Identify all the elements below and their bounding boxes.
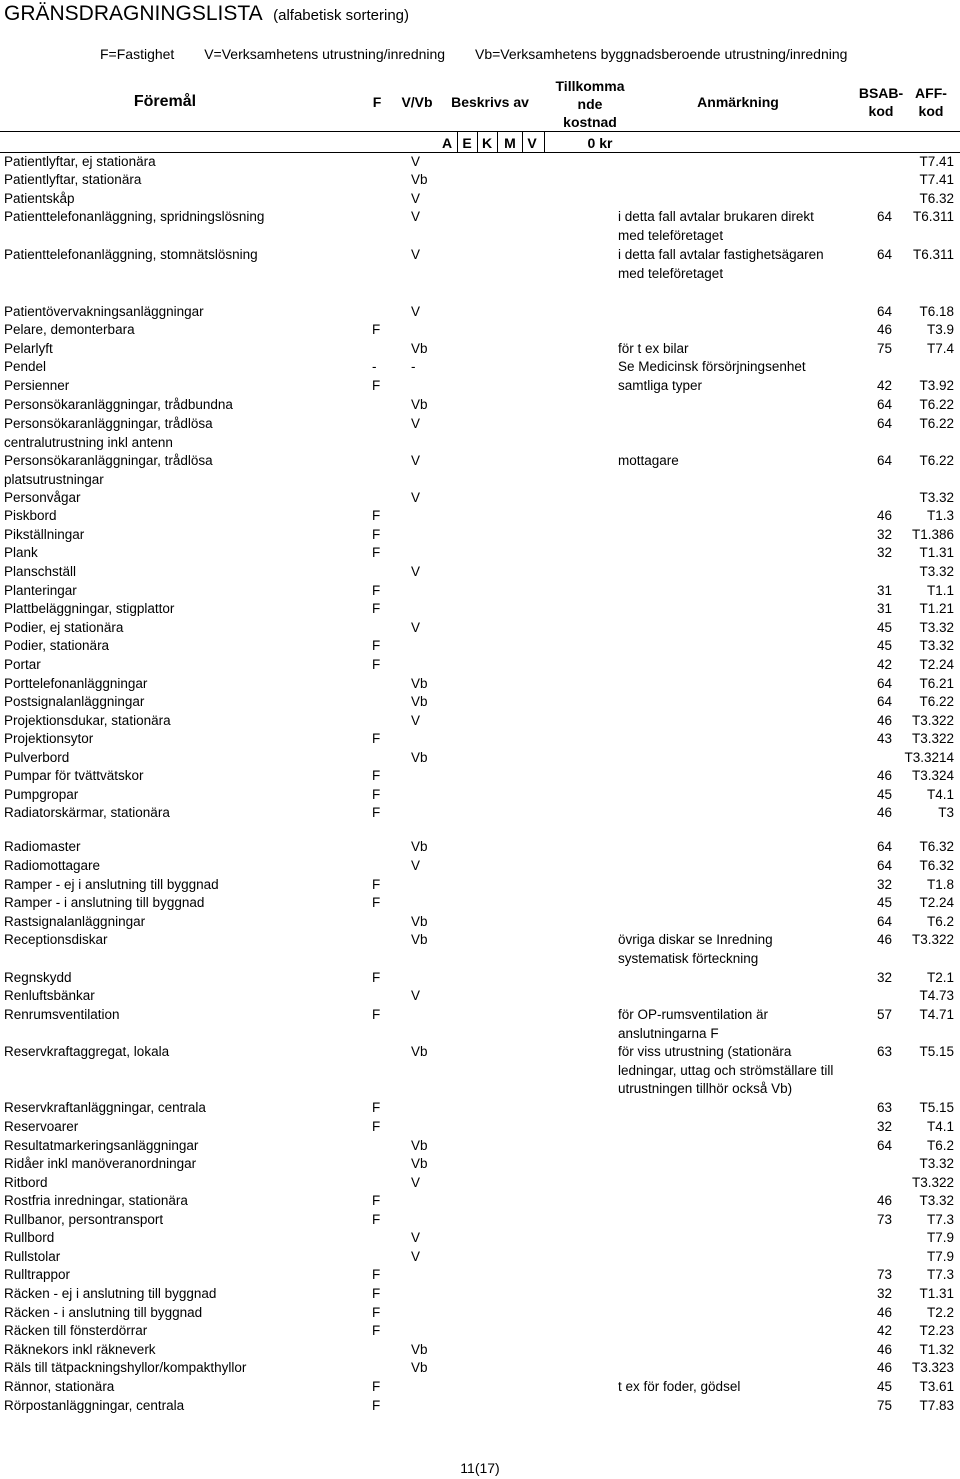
row-f-mark: F (372, 1007, 381, 1022)
row-v-mark: Vb (411, 1360, 428, 1375)
row-f-mark: F (372, 601, 381, 616)
row-note: samtliga typer (618, 378, 703, 393)
row-aff-code: T6.2 (926, 1138, 954, 1153)
row-note-line: i detta fall avtalar fastighetsägaren (618, 247, 824, 262)
row-v-mark: Vb (411, 341, 428, 356)
row-f-mark: F (372, 322, 381, 337)
row-item-name: Personvågar (4, 490, 81, 505)
row-v-mark: Vb (411, 1156, 428, 1171)
row-aff-code: T3.9 (926, 322, 954, 337)
row-item-name: Resultatmarkeringsanläggningar (4, 1138, 199, 1153)
row-v-mark: V (411, 247, 421, 262)
row-aff-code: T1.21 (919, 601, 954, 616)
row-aff-code: T6.18 (919, 304, 954, 319)
row-item-name: Reservkraftanläggningar, centrala (4, 1100, 206, 1115)
row-aff-code: T2.24 (919, 657, 954, 672)
row-bsab-code: 64 (876, 397, 892, 412)
row-bsab-code: 46 (876, 508, 892, 523)
row-note: mottagare (618, 453, 679, 468)
row-item-name: Räcken - i anslutning till byggnad (4, 1305, 203, 1320)
row-v-mark: V (411, 1175, 421, 1190)
row-aff-code: T3.32 (919, 490, 954, 505)
row-bsab-code: 31 (876, 601, 892, 616)
col-vvb: V/Vb (401, 94, 433, 110)
row-note-line: utrustningen tillhör också Vb) (618, 1081, 793, 1096)
row-item-name: Pumpar för tvättvätskor (4, 768, 144, 783)
row-f-mark: F (372, 527, 381, 542)
row-bsab-code: 32 (876, 545, 892, 560)
row-f-mark: F (372, 1379, 381, 1394)
row-bsab-code: 45 (876, 638, 892, 653)
row-aff-code: T7.4 (926, 341, 954, 356)
row-v-mark: V (411, 304, 421, 319)
col-vv: V (527, 135, 537, 151)
col-bsab-l2: kod (868, 103, 894, 119)
row-v-mark: V (411, 713, 421, 728)
row-v-mark: - (411, 359, 416, 374)
row-aff-code: T6.22 (919, 694, 954, 709)
row-bsab-code: 42 (876, 657, 892, 672)
row-f-mark: F (372, 731, 381, 746)
row-aff-code: T3.32 (919, 620, 954, 635)
row-aff-code: T3.32 (919, 564, 954, 579)
row-f-mark: F (372, 1212, 381, 1227)
row-v-mark: V (411, 191, 421, 206)
row-item-name: Rulltrappor (4, 1267, 71, 1282)
row-bsab-code: 46 (876, 805, 892, 820)
row-item-name: Patientlyftar, stationära (4, 172, 142, 187)
row-v-mark: V (411, 416, 421, 431)
row-f-mark: F (372, 638, 381, 653)
row-aff-code: T3.32 (919, 1156, 954, 1171)
row-item-name: Personsökaranläggningar, trådbundna (4, 397, 233, 412)
row-note-line: med teleföretaget (618, 265, 724, 281)
row-bsab-code: 64 (876, 453, 892, 468)
row-bsab-code: 46 (876, 322, 892, 337)
col-zero-kr: 0 kr (587, 135, 613, 151)
row-item-name-line: Personsökaranläggningar, trådlösa (4, 453, 213, 468)
row-aff-code: T6.22 (919, 416, 954, 431)
col-a: A (441, 135, 453, 151)
row-bsab-code: 45 (876, 620, 892, 635)
col-tillkommande-l3: kostnad (563, 114, 617, 130)
row-note-line: ledningar, uttag och strömställare till (618, 1062, 834, 1078)
row-bsab-code: 75 (876, 341, 892, 356)
row-aff-code: T1.1 (926, 583, 954, 598)
row-item-name: Rullbord (4, 1230, 55, 1245)
col-foremal: Föremål (133, 93, 197, 110)
row-bsab-code: 46 (876, 1342, 892, 1357)
col-m: M (504, 135, 516, 151)
row-aff-code: T3 (938, 805, 954, 820)
row-bsab-code: 45 (876, 895, 892, 910)
row-v-mark: Vb (411, 914, 428, 929)
row-aff-code: T2.23 (919, 1323, 954, 1338)
row-v-mark: V (411, 209, 421, 224)
row-item-name: Räcken till fönsterdörrar (4, 1323, 148, 1338)
row-note-line: med teleföretaget (618, 227, 724, 243)
row-item-name: Räknekors inkl räkneverk (4, 1342, 156, 1357)
row-v-mark: V (411, 1230, 421, 1245)
row-item-name: Pelare, demonterbara (4, 322, 135, 337)
row-item-name: Podier, ej stationära (4, 620, 124, 635)
row-bsab-code: 32 (876, 1286, 892, 1301)
row-aff-code: T6.32 (919, 839, 954, 854)
row-item-name: Renrumsventilation (4, 1007, 120, 1022)
row-bsab-code: 63 (876, 1100, 892, 1115)
row-bsab-code: 64 (876, 676, 892, 691)
row-item-name: Pelarlyft (4, 341, 53, 356)
row-bsab-code: 64 (876, 209, 892, 224)
row-item-name: Rostfria inredningar, stationära (4, 1193, 188, 1208)
row-item-name: Persienner (4, 378, 70, 393)
row-aff-code: T6.311 (912, 209, 954, 224)
row-v-mark: V (411, 564, 421, 579)
row-aff-code: T4.71 (919, 1007, 954, 1022)
row-aff-code: T7.3 (926, 1212, 954, 1227)
row-bsab-code: 45 (876, 1379, 892, 1394)
row-item-name: Rullstolar (4, 1249, 61, 1264)
row-item-name: Reservoarer (4, 1119, 79, 1134)
row-note-line: anslutningarna F (618, 1025, 719, 1041)
row-bsab-code: 46 (876, 1360, 892, 1375)
row-item-name: Planteringar (4, 583, 77, 598)
row-f-mark: F (372, 508, 381, 523)
row-f-mark: F (372, 1100, 381, 1115)
title-subtitle: (alfabetisk sortering) (273, 7, 409, 24)
row-item-name: Radiatorskärmar, stationära (4, 805, 170, 820)
row-item-name: Planschställ (4, 564, 77, 579)
row-bsab-code: 64 (876, 694, 892, 709)
row-aff-code: T3.61 (919, 1379, 954, 1394)
row-bsab-code: 32 (876, 1119, 892, 1134)
row-aff-code: T3.324 (911, 768, 954, 783)
row-item-name: Portar (4, 657, 41, 672)
row-bsab-code: 64 (876, 839, 892, 854)
row-aff-code: T6.22 (919, 453, 954, 468)
legend-item-v: V=Verksamhetens utrustning/inredning (204, 46, 446, 62)
row-f-mark: F (372, 895, 381, 910)
row-item-name: Räcken - ej i anslutning till byggnad (4, 1286, 217, 1301)
row-v-mark: Vb (411, 1342, 428, 1357)
legend-item-vb: Vb=Verksamhetens byggnadsberoende utrustning/inredning (474, 46, 848, 62)
row-item-name: Piskbord (4, 508, 57, 523)
row-aff-code: T1.31 (919, 1286, 954, 1301)
col-tillkommande-l2: nde (577, 96, 603, 112)
row-item-name: Ramper - i anslutning till byggnad (4, 895, 205, 910)
row-aff-code: T2.1 (926, 970, 954, 985)
row-bsab-code: 31 (876, 583, 892, 598)
row-note: t ex för foder, gödsel (618, 1379, 741, 1394)
row-note (618, 1006, 768, 1043)
row-item-name: Postsignalanläggningar (4, 694, 145, 709)
row-bsab-code: 32 (876, 877, 892, 892)
row-aff-code: T4.1 (926, 1119, 954, 1134)
row-aff-code: T6.22 (919, 397, 954, 412)
row-item-name: Podier, stationära (4, 638, 110, 653)
row-bsab-code: 46 (876, 713, 892, 728)
row-f-mark: - (372, 359, 377, 374)
row-note (618, 246, 824, 283)
col-tillkommande-l1: Tillkomma (555, 78, 625, 94)
row-item-name: Pulverbord (4, 750, 70, 765)
row-item-name (4, 415, 213, 452)
row-bsab-code: 57 (876, 1007, 892, 1022)
row-f-mark: F (372, 805, 381, 820)
row-aff-code: T2.24 (919, 895, 954, 910)
row-v-mark: V (411, 1249, 421, 1264)
legend-item-f: F=Fastighet (100, 46, 175, 62)
row-aff-code: T4.73 (919, 988, 954, 1003)
row-aff-code: T5.15 (919, 1044, 954, 1059)
col-k: K (481, 135, 493, 151)
row-item-name: Radiomaster (4, 839, 81, 854)
row-item-name: Rastsignalanläggningar (4, 914, 146, 929)
row-v-mark: V (411, 154, 421, 169)
row-bsab-code: 64 (876, 858, 892, 873)
row-f-mark: F (372, 877, 381, 892)
row-aff-code: T1.386 (911, 527, 954, 542)
row-aff-code: T6.32 (919, 858, 954, 873)
row-item-name: Regnskydd (4, 970, 72, 985)
row-f-mark: F (372, 787, 381, 802)
row-aff-code: T3.3214 (904, 750, 954, 765)
row-aff-code: T5.15 (919, 1100, 954, 1115)
row-v-mark: Vb (411, 839, 428, 854)
row-bsab-code: 42 (876, 1323, 892, 1338)
row-aff-code: T7.9 (926, 1249, 954, 1264)
row-f-mark: F (372, 970, 381, 985)
row-item-name: Pikställningar (4, 527, 85, 542)
row-bsab-code: 64 (876, 304, 892, 319)
row-v-mark: V (411, 620, 421, 635)
row-f-mark: F (372, 1267, 381, 1282)
row-note: Se Medicinsk försörjningsenhet (618, 359, 806, 374)
row-f-mark: F (372, 1193, 381, 1208)
col-e: E (462, 135, 472, 151)
row-bsab-code: 46 (876, 1193, 892, 1208)
row-bsab-code: 45 (876, 787, 892, 802)
row-aff-code: T3.32 (919, 1193, 954, 1208)
row-bsab-code: 43 (876, 731, 892, 746)
row-bsab-code: 64 (876, 1138, 892, 1153)
col-anmarkning: Anmärkning (697, 94, 779, 110)
row-bsab-code: 64 (876, 416, 892, 431)
row-item-name: Renluftsbänkar (4, 988, 95, 1003)
row-aff-code: T1.8 (926, 877, 954, 892)
row-aff-code: T7.41 (919, 154, 954, 169)
row-item-name: Pendel (4, 359, 47, 374)
row-aff-code: T6.32 (919, 191, 954, 206)
title-text: GRÄNSDRAGNINGSLISTA (4, 2, 263, 25)
row-aff-code: T3.322 (911, 713, 954, 728)
row-f-mark: F (372, 657, 381, 672)
row-bsab-code: 64 (876, 247, 892, 262)
row-v-mark: V (411, 453, 421, 468)
row-aff-code: T2.2 (926, 1305, 954, 1320)
row-item-name: Patienttelefonanläggning, spridningslösning (4, 209, 265, 224)
row-item-name: Patientlyftar, ej stationära (4, 154, 156, 169)
row-bsab-code: 46 (876, 932, 892, 947)
row-bsab-code: 46 (876, 768, 892, 783)
col-aff-l1: AFF- (915, 85, 947, 101)
row-f-mark: F (372, 1323, 381, 1338)
row-note (618, 208, 814, 245)
row-v-mark: Vb (411, 676, 428, 691)
row-v-mark: Vb (411, 750, 428, 765)
row-item-name: Patientövervakningsanläggningar (4, 304, 204, 319)
row-item-name: Ritbord (4, 1175, 48, 1190)
row-aff-code: T3.32 (919, 638, 954, 653)
row-bsab-code: 73 (876, 1267, 892, 1282)
row-f-mark: F (372, 378, 381, 393)
row-aff-code: T6.2 (926, 914, 954, 929)
row-item-name: Projektionsdukar, stationära (4, 713, 171, 728)
row-note-line: för OP-rumsventilation är (618, 1007, 769, 1022)
row-aff-code: T4.1 (926, 787, 954, 802)
col-aff-l2: kod (918, 103, 944, 119)
row-item-name-line: Personsökaranläggningar, trådlösa (4, 416, 213, 431)
row-item-name: Ridåer inkl manöveranordningar (4, 1156, 197, 1171)
row-f-mark: F (372, 1286, 381, 1301)
row-v-mark: Vb (411, 1138, 428, 1153)
col-f: F (372, 94, 382, 110)
row-aff-code: T7.41 (919, 172, 954, 187)
row-aff-code: T3.92 (919, 378, 954, 393)
row-note-line: för viss utrustning (stationära (618, 1044, 792, 1059)
row-item-name: Plank (4, 545, 38, 560)
row-v-mark: Vb (411, 1044, 428, 1059)
row-item-name-line: platsutrustningar (4, 471, 104, 487)
row-aff-code: T1.32 (919, 1342, 954, 1357)
row-item-name: Patientskåp (4, 191, 75, 206)
row-item-name: Räls till tätpackningshyllor/kompakthyllor (4, 1360, 247, 1375)
row-note-line: systematisk förteckning (618, 950, 759, 966)
row-aff-code: T7.83 (919, 1398, 954, 1413)
row-bsab-code: 42 (876, 378, 892, 393)
row-bsab-code: 75 (876, 1398, 892, 1413)
row-v-mark: Vb (411, 397, 428, 412)
row-item-name (4, 452, 213, 489)
row-aff-code: T1.31 (919, 545, 954, 560)
row-bsab-code: 46 (876, 1305, 892, 1320)
row-item-name-line: centralutrustning inkl antenn (4, 434, 173, 450)
row-item-name: Radiomottagare (4, 858, 101, 873)
row-note (618, 931, 773, 968)
row-item-name: Ramper - ej i anslutning till byggnad (4, 877, 219, 892)
page-number: 11(17) (460, 1460, 500, 1476)
row-v-mark: Vb (411, 694, 428, 709)
row-note (618, 1043, 833, 1099)
row-v-mark: V (411, 858, 421, 873)
row-item-name: Rörpostanläggningar, centrala (4, 1398, 185, 1413)
row-aff-code: T3.322 (911, 731, 954, 746)
row-item-name: Plattbeläggningar, stigplattor (4, 601, 175, 616)
row-item-name: Patienttelefonanläggning, stomnätslösning (4, 247, 258, 262)
row-bsab-code: 64 (876, 914, 892, 929)
row-bsab-code: 32 (876, 970, 892, 985)
row-aff-code: T7.3 (926, 1267, 954, 1282)
row-aff-code: T6.21 (919, 676, 954, 691)
row-item-name: Rännor, stationära (4, 1379, 115, 1394)
col-beskrivs: Beskrivs av (451, 94, 529, 110)
row-note-line: i detta fall avtalar brukaren direkt (618, 209, 814, 224)
row-v-mark: V (411, 490, 421, 505)
row-aff-code: T7.9 (926, 1230, 954, 1245)
row-item-name: Pumpgropar (4, 787, 79, 802)
row-item-name: Projektionsytor (4, 731, 94, 746)
row-f-mark: F (372, 1305, 381, 1320)
row-item-name: Rullbanor, persontransport (4, 1212, 164, 1227)
row-f-mark: F (372, 1119, 381, 1134)
row-aff-code: T1.3 (926, 508, 954, 523)
row-f-mark: F (372, 583, 381, 598)
col-bsab-l1: BSAB- (858, 85, 904, 101)
row-f-mark: F (372, 1398, 381, 1413)
row-item-name: Reservkraftaggregat, lokala (4, 1044, 170, 1059)
row-v-mark: Vb (411, 172, 428, 187)
row-aff-code: T6.311 (912, 247, 954, 262)
row-bsab-code: 63 (876, 1044, 892, 1059)
row-v-mark: V (411, 988, 421, 1003)
row-note: för t ex bilar (618, 341, 689, 356)
row-item-name: Receptionsdiskar (4, 932, 108, 947)
row-bsab-code: 73 (876, 1212, 892, 1227)
row-v-mark: Vb (411, 932, 428, 947)
row-bsab-code: 32 (876, 527, 892, 542)
row-f-mark: F (372, 768, 381, 783)
row-item-name: Porttelefonanläggningar (4, 676, 148, 691)
row-aff-code: T3.322 (911, 932, 954, 947)
row-aff-code: T3.322 (911, 1175, 954, 1190)
row-aff-code: T3.323 (911, 1360, 954, 1375)
row-f-mark: F (372, 545, 381, 560)
row-note-line: övriga diskar se Inredning (618, 932, 773, 947)
